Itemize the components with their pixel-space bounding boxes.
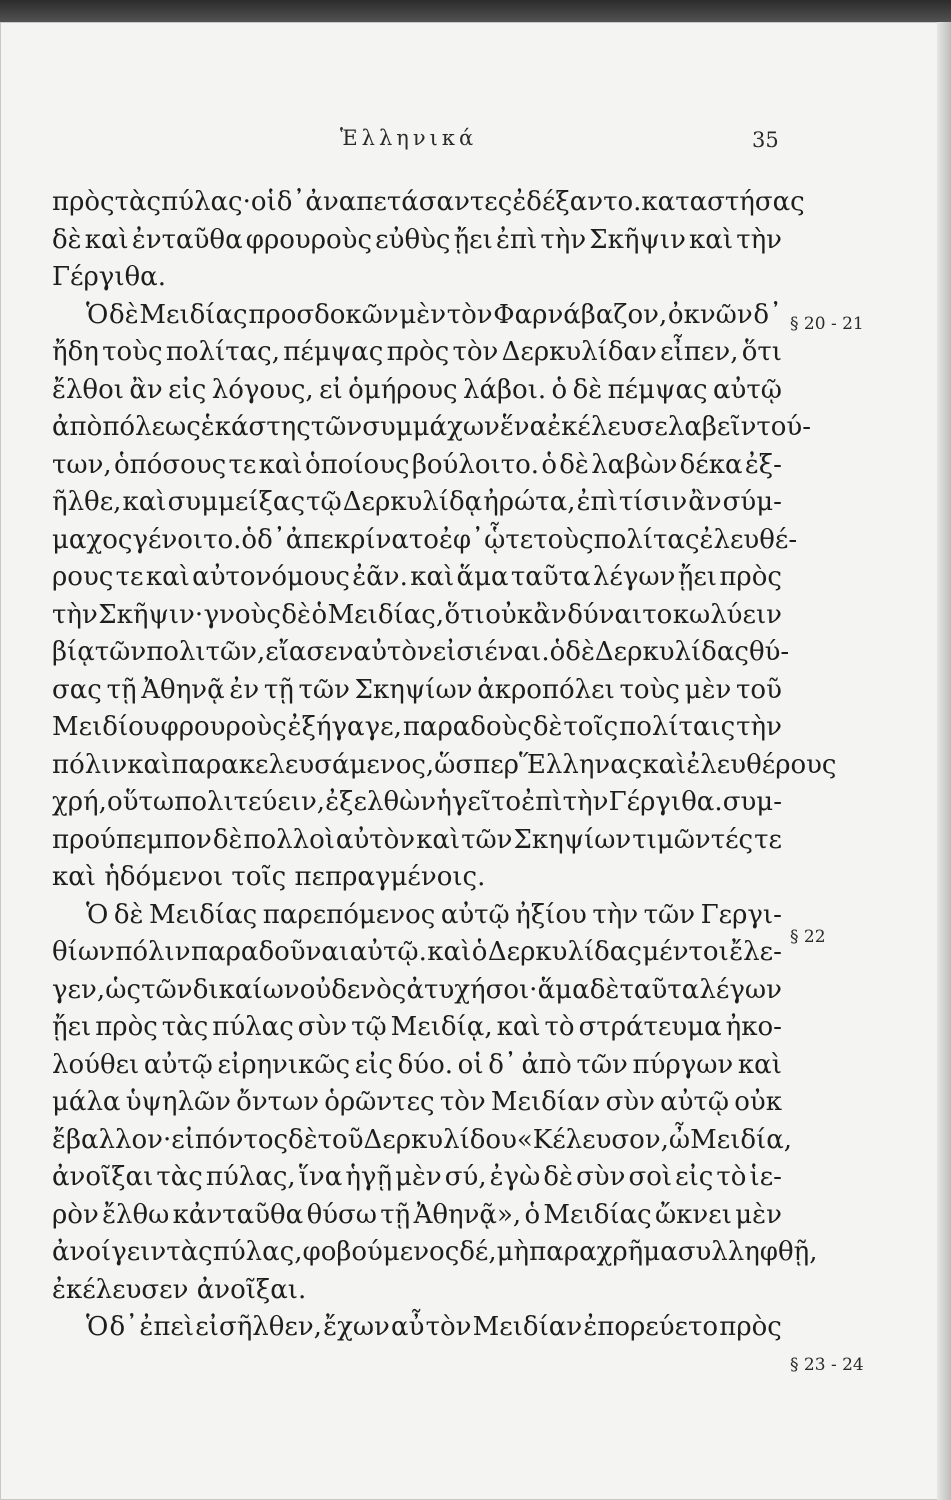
text-line: Γέργιθα. bbox=[52, 262, 167, 292]
page-number: 35 bbox=[752, 128, 779, 152]
text-line: Ὁ δὲ Μειδίας παρεπόμενος αὐτῷ ἠξίου τὴν τῶν Γεργι- bbox=[86, 899, 782, 930]
text-line: λούθει αὐτῷ εἰρηνικῶς εἰς δύο. οἱ δ᾽ ἀπὸ τῶν πύργων καὶ bbox=[52, 1049, 782, 1080]
text-line: γεν, ὡς τῶν δικαίων οὐδενὸς ἀτυχήσοι· ἅμα δὲ ταῦτα λέγων bbox=[52, 974, 782, 1005]
scan-top-edge bbox=[0, 0, 951, 24]
text-line: ᾔει πρὸς τὰς πύλας σὺν τῷ Μειδίᾳ, καὶ τὸ στράτευμα ἠκο- bbox=[52, 1012, 782, 1042]
text-line: Μειδίου φρουροὺς ἐξήγαγε, παραδοὺς δὲ τοῖς πολίταις τὴν bbox=[52, 712, 782, 742]
text-line: τὴν Σκῆψιν· γνοὺς δὲ ὁ Μειδίας, ὅτι οὐκ ἂν δύναιτο κωλύειν bbox=[52, 599, 782, 630]
running-head: Ἑλληνικά bbox=[340, 126, 478, 150]
page-edge-shadow bbox=[937, 22, 951, 1500]
text-line: προύπεμπον δὲ πολλοὶ αὐτὸν καὶ τῶν Σκηψίων τιμῶντές τε bbox=[52, 824, 782, 855]
text-line: Ὁ δὲ Μειδίας προσδοκῶν μὲν τὸν Φαρνάβαζον, ὀκνῶν δ᾽ bbox=[86, 299, 782, 330]
text-line: ἐκέλευσεν ἀνοῖξαι. bbox=[52, 1274, 307, 1305]
text-line: πόλιν καὶ παρακελευσάμενος, ὥσπερ Ἕλληνας καὶ ἐλευθέρους bbox=[52, 749, 837, 780]
text-line: μαχος γένοιτο. ὁ δ᾽ ἀπεκρίνατο ἐφ᾽ ᾧτε τοὺς πολίτας ἐλευθέ- bbox=[52, 524, 798, 555]
text-line: ἀνοῖξαι τὰς πύλας, ἵνα ἡγῇ μὲν σύ, ἐγὼ δὲ σὺν σοὶ εἰς τὸ ἱε- bbox=[52, 1162, 782, 1192]
text-line: ρους τε καὶ αὐτονόμους ἐᾶν. καὶ ἅμα ταῦτα λέγων ᾔει πρὸς bbox=[52, 562, 782, 592]
text-line: καὶ ἡδόμενοι τοῖς πεπραγμένοις. bbox=[52, 862, 486, 892]
text-line: των, ὁπόσους τε καὶ ὁποίους βούλοιτο. ὁ δὲ λαβὼν δέκα ἐξ- bbox=[52, 449, 782, 480]
text-line: Ὁ δ᾽ ἐπεὶ εἰσῆλθεν, ἔχων αὖ τὸν Μειδίαν ἐπορεύετο πρὸς bbox=[86, 1312, 782, 1342]
margin-section-ref: § 23 - 24 bbox=[790, 1355, 864, 1375]
text-line: σας τῇ Ἀθηνᾷ ἐν τῇ τῶν Σκηψίων ἀκροπόλει τοὺς μὲν τοῦ bbox=[52, 674, 782, 705]
text-line: δὲ καὶ ἐνταῦθα φρουροὺς εὐθὺς ᾔει ἐπὶ τὴν Σκῆψιν καὶ τὴν bbox=[52, 224, 782, 255]
text-line: ἔβαλλον· εἰπόντος δὲ τοῦ Δερκυλίδου «Κέλευσον, ὦ Μειδία, bbox=[52, 1124, 793, 1155]
text-line: μάλα ὑψηλῶν ὄντων ὁρῶντες τὸν Μειδίαν σὺν αὐτῷ οὐκ bbox=[52, 1087, 782, 1117]
text-line: ρὸν ἔλθω κἀνταῦθα θύσω τῇ Ἀθηνᾷ», ὁ Μειδίας ὤκνει μὲν bbox=[52, 1199, 782, 1230]
text-line: βίᾳ τῶν πολιτῶν, εἴασεν αὐτὸν εἰσιέναι. ὁ δὲ Δερκυλίδας θύ- bbox=[52, 637, 790, 667]
text-line: χρή, οὕτω πολιτεύειν, ἐξελθὼν ἡγεῖτο ἐπὶ τὴν Γέργιθα. συμ- bbox=[52, 787, 782, 817]
text-line: ἔλθοι ἂν εἰς λόγους, εἰ ὁμήρους λάβοι. ὁ δὲ πέμψας αὐτῷ bbox=[52, 374, 782, 405]
text-line: ἀπὸ πόλεως ἑκάστης τῶν συμμάχων ἕνα ἐκέλευσε λαβεῖν τού- bbox=[52, 412, 812, 442]
text-line: πρὸς τὰς πύλας· οἱ δ᾽ ἀναπετάσαντες ἐδέξαντο. καταστήσας bbox=[52, 187, 805, 217]
text-line: θίων πόλιν παραδοῦναι αὐτῷ. καὶ ὁ Δερκυλίδας μέντοι ἔλε- bbox=[52, 937, 782, 967]
text-line: ἀνοίγειν τὰς πύλας, φοβούμενος δέ, μὴ παραχρῆμα συλληφθῇ, bbox=[52, 1237, 818, 1267]
text-line: ῆλθε, καὶ συμμείξας τῷ Δερκυλίδᾳ ἠρώτα, ἐπὶ τίσιν ἂν σύμ- bbox=[52, 487, 782, 517]
margin-section-ref: § 22 bbox=[790, 927, 826, 947]
margin-section-ref: § 20 - 21 bbox=[790, 314, 864, 334]
text-line: ἤδη τοὺς πολίτας, πέμψας πρὸς τὸν Δερκυλίδαν εἶπεν, ὅτι bbox=[52, 337, 782, 367]
